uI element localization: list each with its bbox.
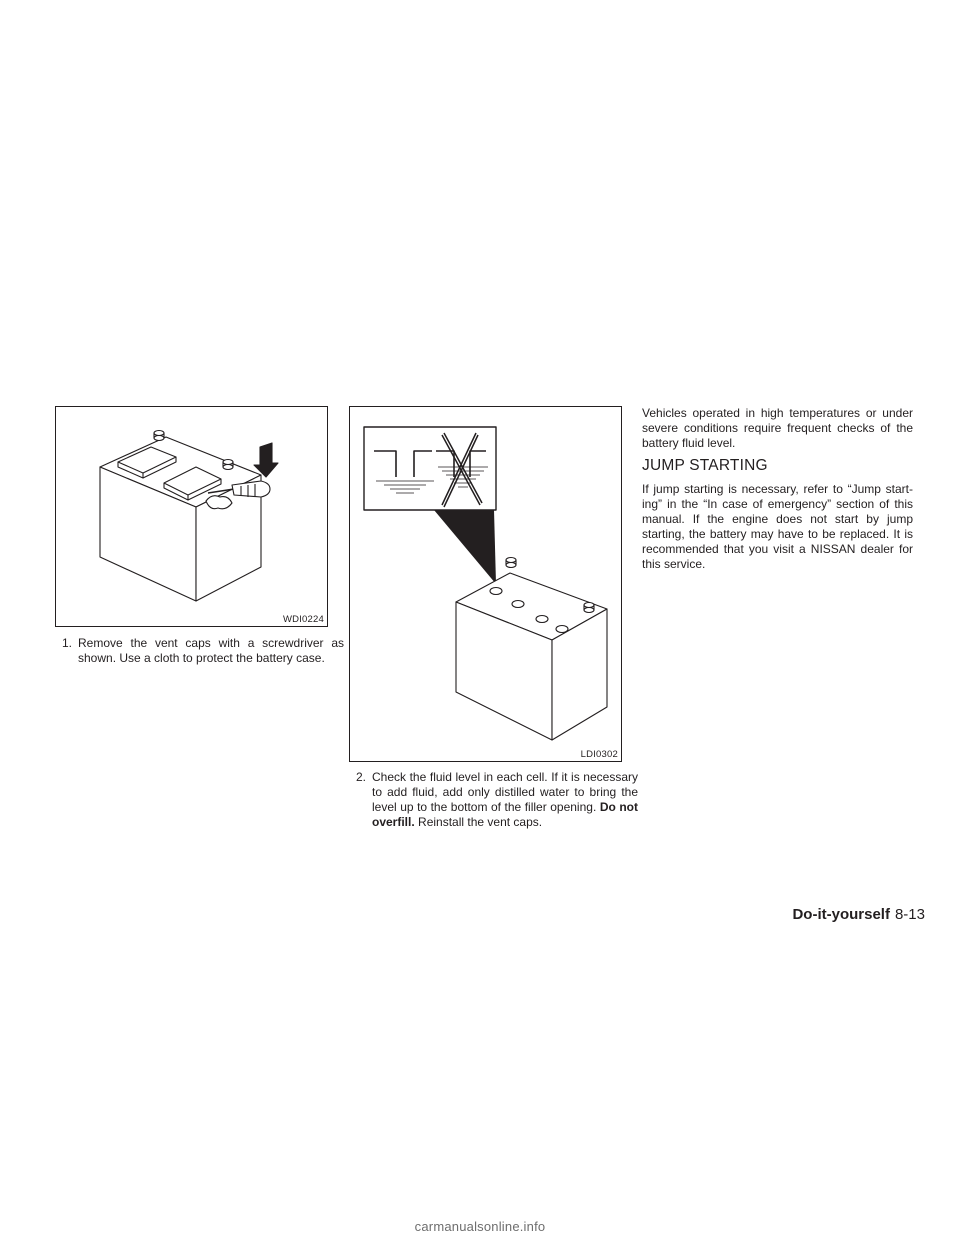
figure-fluid-level [349,406,622,762]
watermark: carmanualsonline.info [414,1219,546,1234]
battery-screwdriver-illustration [56,407,327,626]
battery-fluid-level-illustration [350,407,621,761]
step-text: Check the fluid level in each cell. If it is necessary to add fluid, add only distilled water to bring the level up to the bottom of the filler opening. [372,770,638,814]
figure-vent-cap-removal [55,406,328,627]
footer-section-title: Do-it-yourself [792,906,890,923]
step-text: Remove the vent caps with a screwdriver as shown. Use a cloth to protect the battery case. [78,636,344,665]
step-1 [62,636,344,666]
step-number: 1. [62,636,73,650]
page-footer [792,906,925,923]
step-2 [356,770,638,830]
warning-text: Do not overfill. [372,800,638,829]
step-text-continued: Reinstall the vent caps. [418,815,543,829]
figure-code: LDI0302 [580,749,618,760]
jump-starting-body: If jump starting is necessary, refer to “Jump start-ing” in the “In case of emergency” section of this manual. If the engine does not start by jump starting, the battery may have to be replaced. It is recommended that you visit a NISSAN dealer for this service. [642,482,913,571]
section-heading: JUMP STARTING [642,457,768,474]
step-number: 2. [356,770,367,784]
page-number: 8-13 [894,906,925,923]
figure-code: WDI0224 [282,614,324,625]
fluid-check-note: Vehicles operated in high temperatures or under severe conditions require frequent checks of the battery fluid level. [642,406,913,450]
